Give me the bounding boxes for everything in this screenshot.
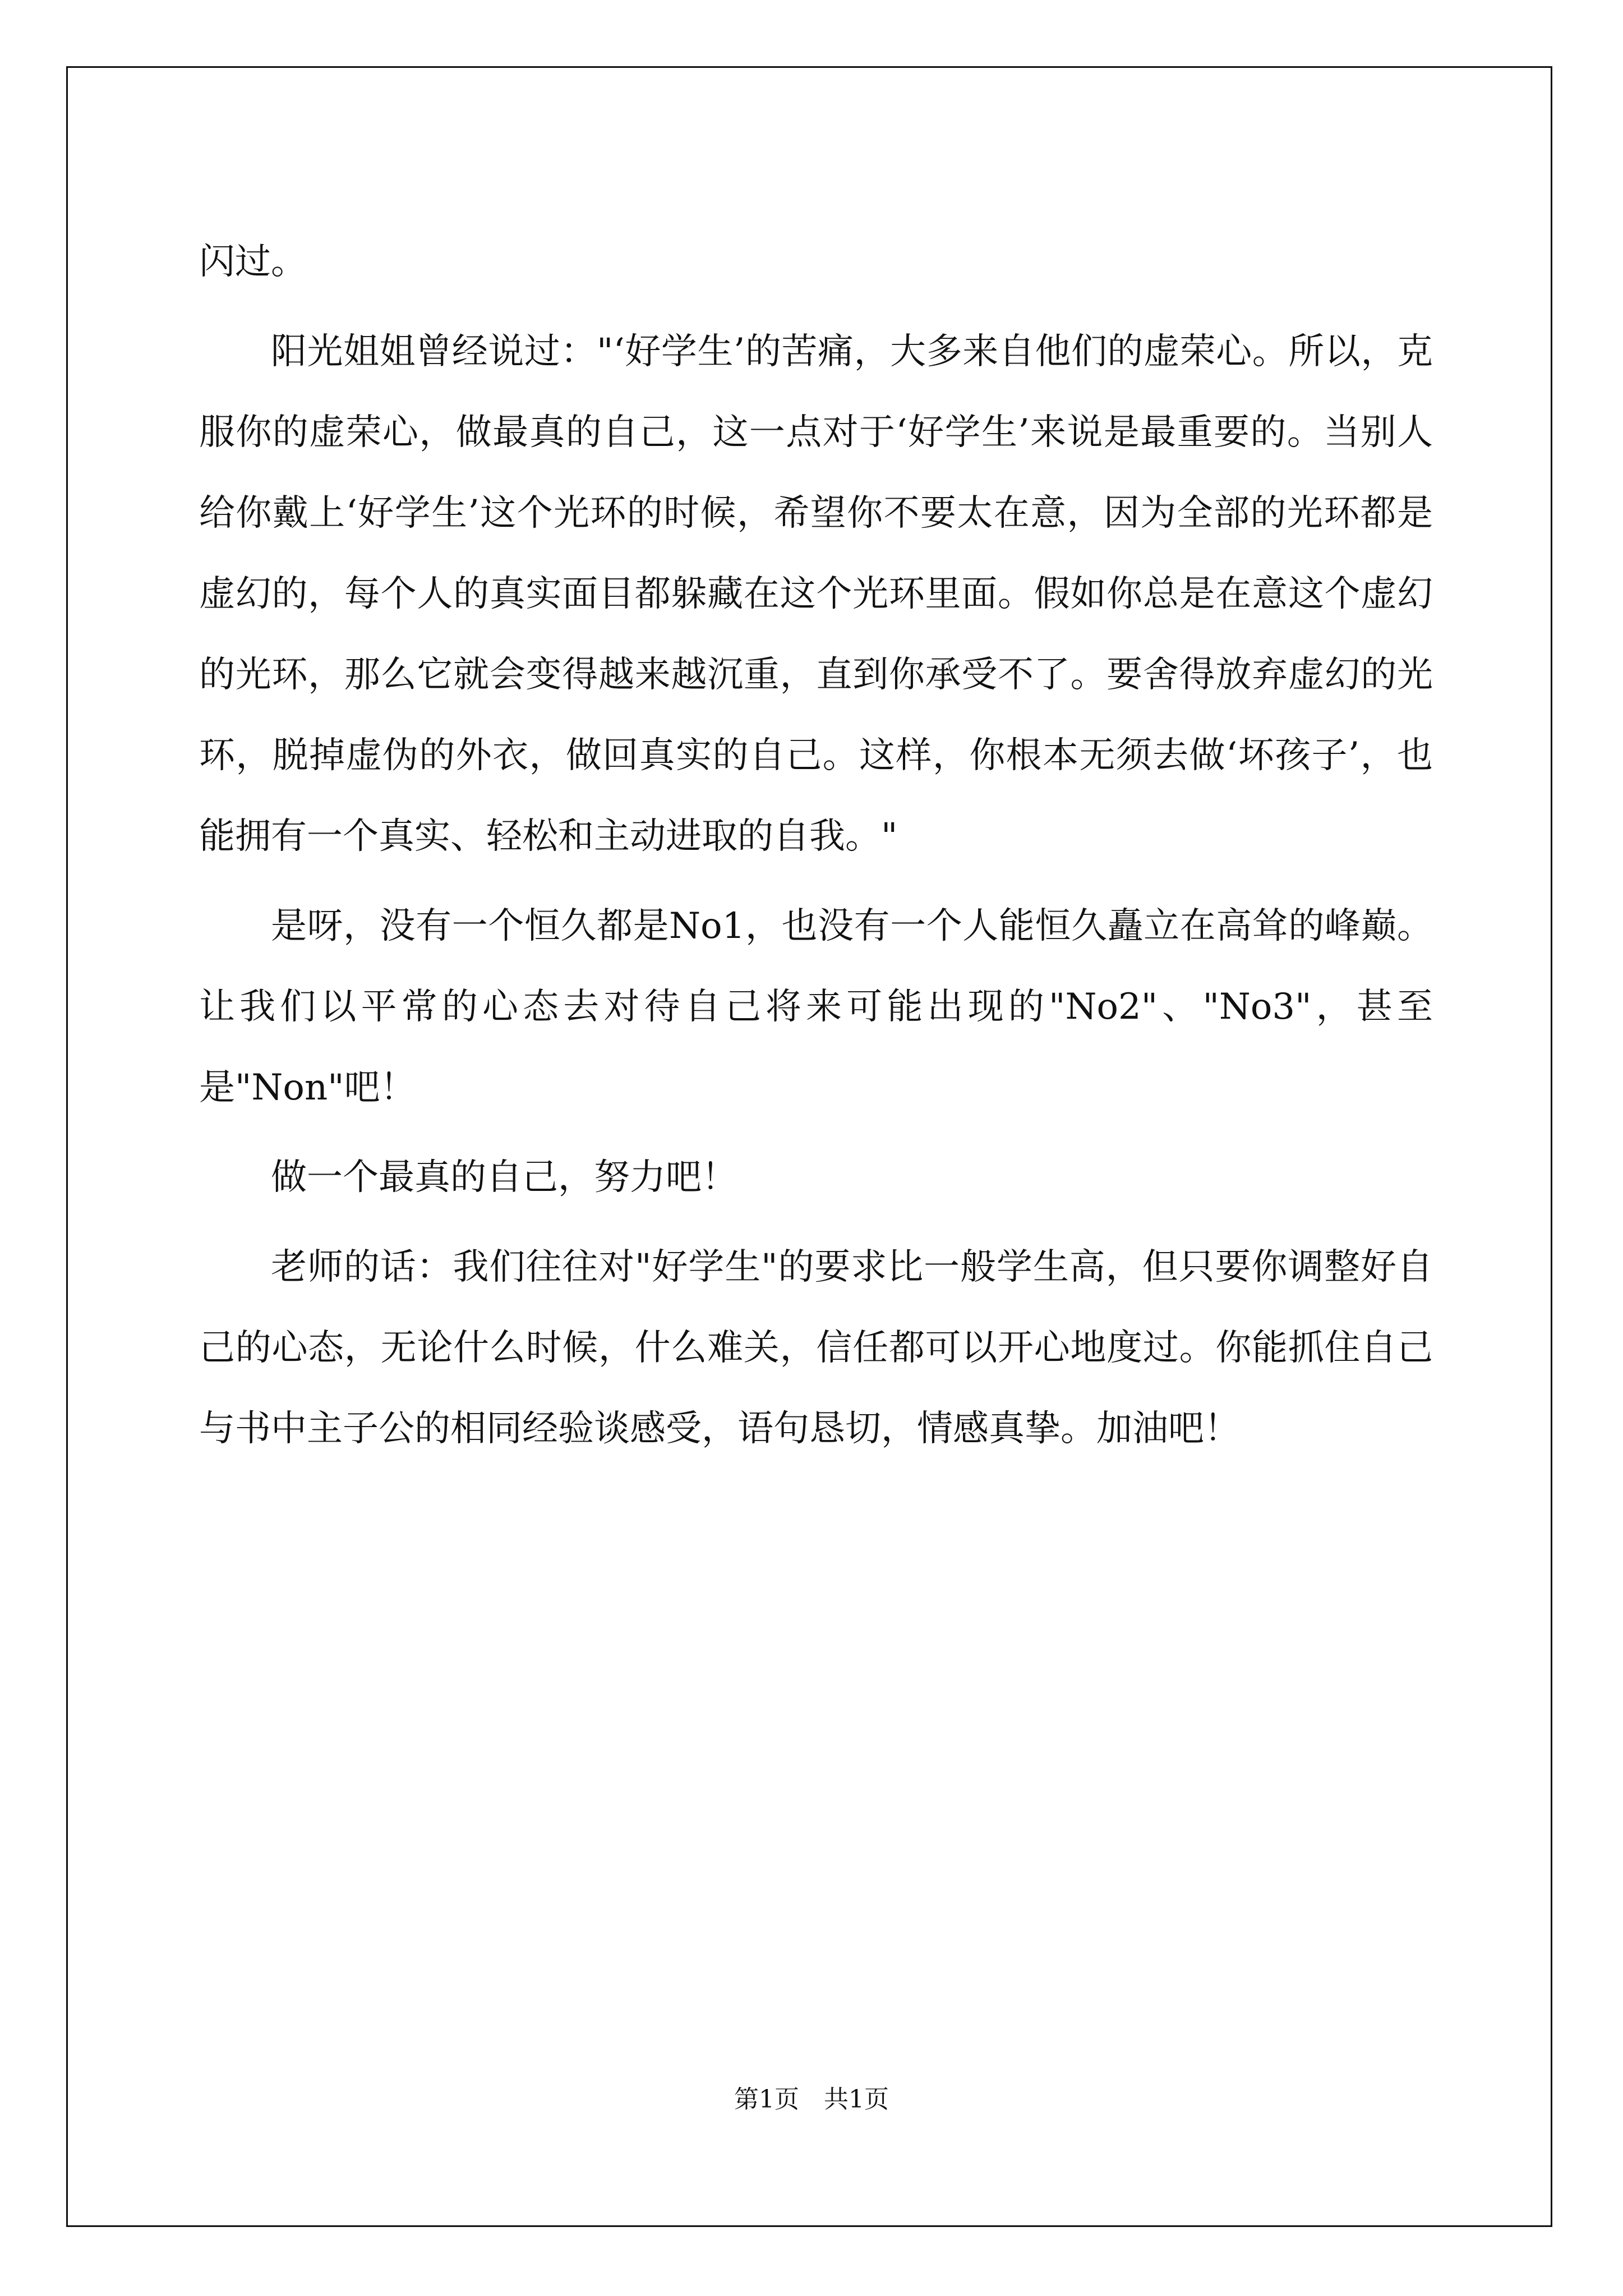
page-number-footer: 第1页 共1页: [734, 2085, 889, 2114]
paragraph: 做一个最真的自己，努力吧！: [271, 1157, 737, 1198]
paragraph: 老师的话：我们往往对"好学生"的要求比一般学生高，但只要你调整好自己的心态，无论什么时候，什么难关，信任都可以开心地度过。你能抓住自己与书中主子公的相同经验谈感受，语句恳切，情感真挚。加油吧！: [199, 1246, 1433, 1450]
paragraph: 是呀，没有一个恒久都是No1，也没有一个人能恒久矗立在高耸的峰巅。让我们以平常的心态去对待自己将来可能出现的"No2"、"No3"，甚至是"Non"吧！: [199, 905, 1433, 1108]
document-body: [199, 222, 1433, 1478]
paragraph: 阳光姐姐曾经说过："‘好学生’的苦痛，大多来自他们的虚荣心。所以，克服你的虚荣心，做最真的自己，这一点对于‘好学生’来说是最重要的。当别人给你戴上‘好学生’这个光环的时候，希望你不要太在意，因为全部的光环都是虚幻的，每个人的真实面目都躲藏在这个光环里面。假如你总是在意这个虚幻的光环，那么它就会变得越来越沉重，直到你承受不了。要舍得放弃虚幻的光环，脱掉虚伪的外衣，做回真实的自己。这样，你根本无须去做‘坏孩子’，也能拥有一个真实、轻松和主动进取的自我。": [199, 331, 1433, 857]
paragraph: 闪过。: [199, 241, 307, 283]
